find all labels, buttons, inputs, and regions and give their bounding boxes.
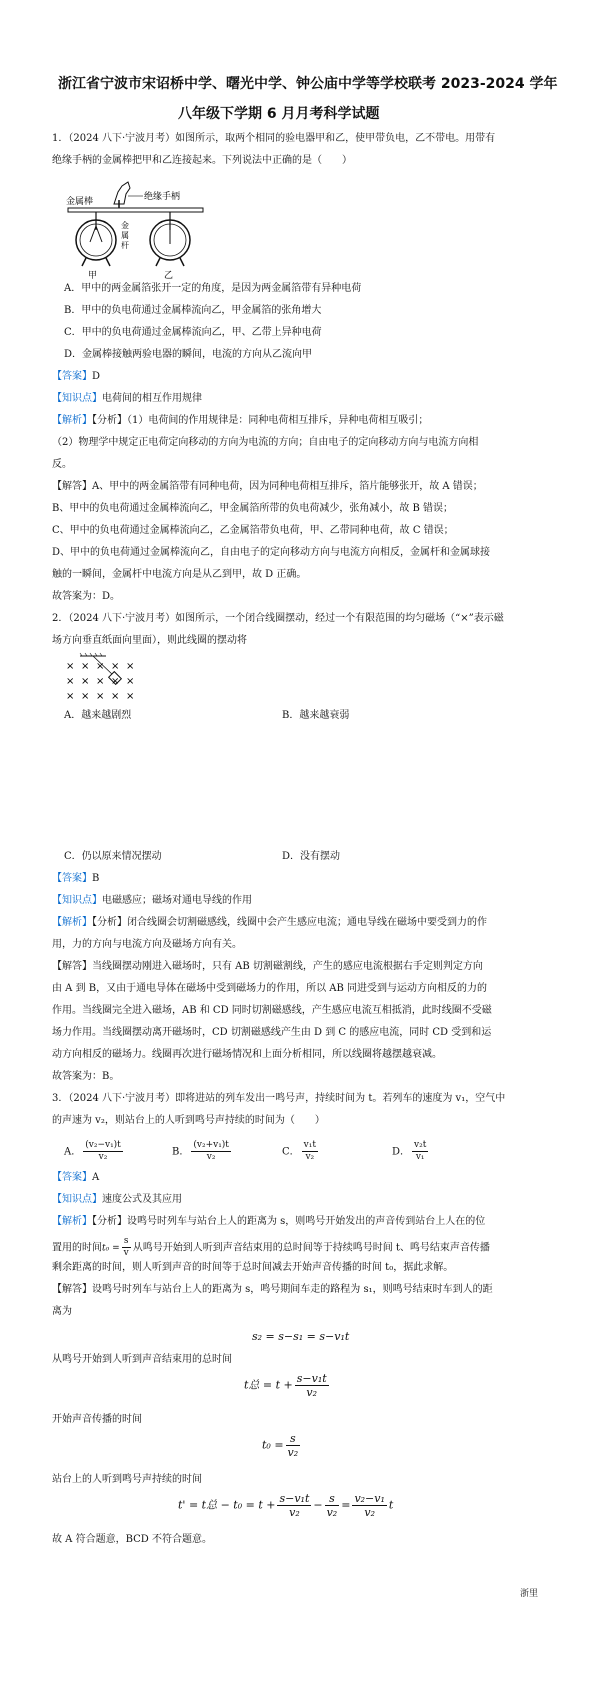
q3-analysis-1: 【解析】【分析】设鸣号时列车与站台上人的距离为 s，则鸣号开始发出的声音传到站台上人在的位 (52, 1216, 486, 1227)
q1-solution-5: 触的一瞬间，金属杆中电流方向是从乙到甲，故 D 正确。 (52, 569, 307, 580)
q1-option-a: A．甲中的两金属箔张开一定的角度，是因为两金属箔带有异种电荷 (64, 283, 362, 294)
q3-solution-1: 【解答】设鸣号时列车与站台上人的距离为 s，鸣号期间车走的路程为 s₁，则鸣号结束时车到人的距 (52, 1284, 493, 1295)
field-x-symbol: × (96, 661, 105, 672)
q1-option-c: C．甲中的负电荷通过金属棒流向乙，甲、乙带上异种电荷 (64, 327, 322, 338)
q2-solution-6: 故答案为：B。 (52, 1071, 120, 1082)
q3-stem-line-1: 3．（2024 八下·宁波月考）即将进站的列车发出一鸣号声，持续时间为 t。若列车的速度为 v₁，空气中 (52, 1093, 506, 1104)
q3-solution-2: 离为 (52, 1306, 72, 1317)
metal-rod-shape (68, 208, 203, 212)
q2-knowledge: 【知识点】电磁感应；磁场对通电导线的作用 (52, 895, 252, 906)
label-metal-rod: 金属棒 (66, 197, 94, 207)
q3-knowledge: 【知识点】速度公式及其应用 (52, 1194, 182, 1205)
q2-analysis-1: 【解析】【分析】闭合线圈会切割磁感线，线圈中会产生感应电流；通电导线在磁场中要受到力的作 (52, 917, 487, 928)
field-symbol-grid (66, 661, 134, 702)
label-metal-stem-2: 属 (121, 231, 129, 240)
q3-analysis-3: 剩余距离的时间，则人听到声音的时间等于总时间减去开始声音传播的时间 t₀，据此求解。 (52, 1262, 454, 1273)
q1-analysis-2: （2）物理学中规定正电荷定向移动的方向为电流的方向；自由电子的定向移动方向与电流方向相 (52, 437, 479, 448)
q1-analysis-1: 【解析】【分析】（1）电荷间的作用规律是：同种电荷相互排斥，异种电荷相互吸引； (52, 415, 429, 426)
field-x-symbol: × (126, 691, 135, 702)
field-x-symbol: × (111, 661, 120, 672)
label-insulating-handle: 绝缘手柄 (144, 192, 181, 202)
field-x-symbol: × (96, 676, 105, 687)
q1-stem-line-1: 1．（2024 八下·宁波月考）如图所示，取两个相同的验电器甲和乙，使甲带负电，乙不带电。用带有 (52, 133, 496, 144)
q2-option-a: A．越来越剧烈 (64, 710, 132, 721)
q2-solution-3: 作用。当线圈完全进入磁场，AB 和 CD 同时切割磁感线，产生感应电流互相抵消，此时线圈不受磁 (52, 1005, 492, 1016)
q1-electroscope-figure (58, 172, 208, 280)
title-line-1: 浙江省宁波市宋诏桥中学、曙光中学、钟公庙中学等学校联考 2023-2024 学年 (58, 76, 558, 92)
q2-solution-1: 【解答】当线圈摆动刚进入磁场时，只有 AB 切割磁割线，产生的感应电流根据右手定则判定方向 (52, 961, 483, 972)
q2-solution-4: 场力作用。当线圈摆动离开磁场时，CD 切割磁感线产生由 D 到 C 的感应电流，同时 CD 受到和运 (52, 1027, 492, 1038)
title-line-2: 八年级下学期 6 月月考科学试题 (178, 106, 380, 122)
q1-analysis-3: 反。 (52, 459, 72, 470)
q1-answer: 【答案】D (52, 371, 101, 382)
q2-magnetic-field-figure (62, 652, 152, 712)
q2-solution-5: 动方向相反的磁场力。线圈再次进行磁场情况和上面分析相同，所以线圈将越摆越衰减。 (52, 1049, 442, 1060)
q3-stem-line-2: 的声速为 v₂，则站台上的人听到鸣号声持续的时间为（ ） (52, 1115, 325, 1126)
label-left: 甲 (88, 271, 98, 280)
field-x-symbol: × (126, 676, 135, 687)
q2-stem-line-1: 2．（2024 八下·宁波月考）如图所示，一个闭合线圈摆动，经过一个有限范围的均匀磁场（“×”表示磁 (52, 613, 504, 624)
q3-option-d: D． $\frac{\text{v₂t}}{\text{v₁}}$ (392, 1140, 427, 1163)
q2-stem-line-2: 场方向垂直纸面向里面），则此线圈的摆动将 (52, 635, 247, 646)
q3-option-a: A． $\frac{\text{(v₂−v₁)t}}{\text{v₂}}$ (64, 1140, 121, 1163)
field-x-symbol: × (81, 691, 90, 702)
q3-formula-3: t₀ = $\frac{s}{\text{v₂}}$ (262, 1432, 299, 1459)
q3-option-b: B． $\frac{\text{(v₂+v₁)t}}{\text{v₂}}$ (172, 1140, 229, 1163)
q1-solution-4: D、甲中的负电荷通过金属棒流向乙，自由电子的定向移动方向与电流方向相反，金属杆和金属球接 (52, 547, 491, 558)
field-x-symbol: × (111, 676, 120, 687)
q2-answer: 【答案】B (52, 873, 100, 884)
q3-text-heard-time: 站台上的人听到鸣号声持续的时间 (52, 1474, 202, 1485)
q3-formula-4: t' = t总 − t₀ = t + $\frac{\text{s−v₁t}}{\text{v₂}}$ − $\frac{s}{\text{v₂}}$ = $\frac{\text{v₂−v₁}}{\text{v₂}}$ t (178, 1492, 394, 1519)
field-x-symbol: × (66, 676, 75, 687)
q1-option-d: D．金属棒接触两验电器的瞬间，电流的方向从乙流向甲 (64, 349, 313, 360)
label-metal-stem-3: 杆 (121, 241, 129, 250)
q1-stem-line-2: 绝缘手柄的金属棒把甲和乙连接起来。下列说法中正确的是（ ） (52, 155, 352, 166)
label-metal-stem-1: 金 (121, 221, 129, 230)
field-x-symbol: × (96, 691, 105, 702)
q3-answer: 【答案】A (52, 1172, 100, 1183)
field-x-symbol: × (81, 661, 90, 672)
field-x-symbol: × (66, 691, 75, 702)
q2-solution-2: 由 A 到 B，又由于通电导体在磁场中受到磁场力的作用，所以 AB 同进受到与运动方向相反的力的 (52, 983, 488, 994)
q3-conclusion: 故 A 符合题意，BCD 不符合题意。 (52, 1534, 212, 1545)
field-x-symbol: × (111, 691, 120, 702)
q3-option-c: C． $\frac{\text{v₁t}}{\text{v₂}}$ (282, 1140, 316, 1163)
q3-analysis-2: 置用的时间t₀ = $\frac{s}{v}$ 从鸣号开始到人听到声音结束用的总时间等于持续鸣号时间 t、鸣号结束声音传播 (52, 1236, 490, 1259)
q1-solution-2: B、甲中的负电荷通过金属棒流向乙，甲金属箔所带的负电荷减少，张角减小，故 B 错误； (52, 503, 454, 514)
q3-formula-1: s₂ = s−s₁ = s−v₁t (252, 1330, 350, 1343)
q3-formula-2: t总 = t + $\frac{\text{s−v₁t}}{\text{v₂}}$ (244, 1372, 327, 1399)
field-x-symbol: × (81, 676, 90, 687)
q1-solution-3: C、甲中的负电荷通过金属棒流向乙，乙金属箔带负电荷，甲、乙带同种电荷，故 C 错误； (52, 525, 454, 536)
q2-option-d: D．没有摆动 (282, 851, 341, 862)
hand-icon (114, 182, 130, 204)
q1-knowledge: 【知识点】电荷间的相互作用规律 (52, 393, 202, 404)
page-footer: 浙里 (520, 1589, 539, 1599)
q2-analysis-2: 用，力的方向与电流方向及磁场方向有关。 (52, 939, 242, 950)
q3-text-start-time: 开始声音传播的时间 (52, 1414, 142, 1425)
label-right: 乙 (164, 271, 174, 280)
field-x-symbol: × (66, 661, 75, 672)
q2-option-b: B．越来越衰弱 (282, 710, 350, 721)
q1-solution-6: 故答案为：D。 (52, 591, 121, 602)
field-x-symbol: × (126, 661, 135, 672)
q1-solution-1: 【解答】A、甲中的两金属箔带有同种电荷，因为同种电荷相互排斥，箔片能够张开，故 A 错误； (52, 481, 483, 492)
q3-text-total-time: 从鸣号开始到人听到声音结束用的总时间 (52, 1354, 232, 1365)
q1-option-b: B．甲中的负电荷通过金属棒流向乙，甲金属箔的张角增大 (64, 305, 322, 316)
q2-option-c: C．仍以原来情况摆动 (64, 851, 162, 862)
